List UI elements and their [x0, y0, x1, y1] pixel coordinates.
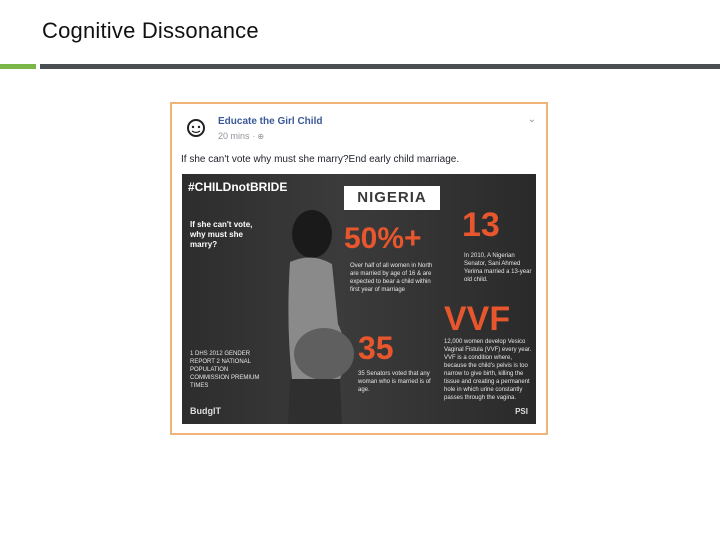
accent-rule-green [0, 64, 36, 69]
post-meta [218, 131, 264, 141]
slide-title: Cognitive Dissonance [42, 18, 259, 43]
stat-35-text: 35 Senators voted that any woman who is married is of age. [358, 371, 431, 393]
chevron-down-icon[interactable]: ⌄ [527, 114, 536, 125]
post-text: If she can't vote why must she marry?End early child marriage. [181, 154, 460, 165]
campaign-poster-image [182, 174, 536, 424]
post-author[interactable]: Educate the Girl Child [218, 116, 323, 127]
poster-sources: 1 DHS 2012 GENDER REPORT 2 NATIONAL POPULATION COMMISSION PREMIUM TIMES [190, 351, 260, 389]
facebook-post-card [170, 102, 548, 435]
stat-vvf-text: 12,000 women develop Vesico Vaginal Fistula (VVF) every year. VVF is a condition where, because the child's pelvis is too narrow to give birth, killing the tissue and creating a permanent hole in which urine constantly passes through the vagina. [444, 339, 532, 401]
page-logo-icon[interactable] [182, 116, 210, 144]
globe-icon: · ⊕ [252, 132, 265, 141]
poster-country-badge: NIGERIA [344, 186, 440, 210]
poster-question: If she can't vote, why must she marry? [190, 220, 253, 249]
poster-brand: BudgIT [190, 406, 221, 416]
stat-50-text: Over half of all women in North are married by age of 16 & are expected to bear a child within first year of marriage [350, 263, 433, 293]
poster-partner: PSI [515, 407, 528, 416]
post-timestamp[interactable]: 20 mins [218, 131, 250, 141]
stat-50-percent: 50%+ [344, 222, 422, 255]
stat-35: 35 [358, 330, 394, 366]
stat-13-text: In 2010, A Nigerian Senator, Sani Ahmed Yerima married a 13-year old child. [464, 253, 532, 283]
poster-hashtag: #CHILDnotBRIDE [188, 180, 288, 194]
accent-rule-dark [40, 64, 720, 69]
stat-vvf: VVF [444, 300, 511, 338]
stat-13: 13 [462, 206, 500, 244]
